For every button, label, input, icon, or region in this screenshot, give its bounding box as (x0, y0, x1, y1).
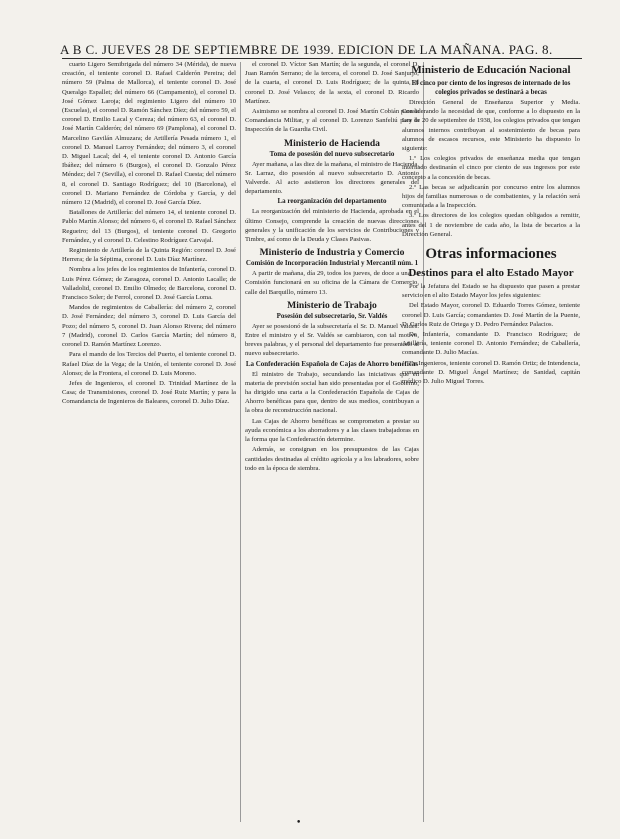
article-paragraph: A partir de mañana, día 29, todos los jueves, de doce a una, la Comisión funcionará en su oficina de la Cámara de Comercio, calle del Barquillo, número 13. (245, 270, 419, 296)
page-header: A B C. JUEVES 28 DE SEPTIEMBRE DE 1939. EDICION DE LA MAÑANA. PAG. 8. (60, 42, 553, 57)
section-title: Destinos para el alto Estado Mayor (408, 267, 574, 280)
article-paragraph: Ayer se posesionó de la subsecretaría el Sr. D. Manuel Valdés. Entre el ministro y el Sr. Valdés se cambiaron, con tal motivo, breves palabras, y el personal del departamento fue presentado al nuevo subsecretario. (245, 322, 419, 358)
section-subtitle: El cinco por ciento de los ingresos de internado de los colegios privados se destinará a becas (411, 79, 571, 96)
page-footer-mark: • (296, 818, 302, 828)
column-3 (402, 60, 580, 820)
article-paragraph: Jefes de Ingenieros, el coronel D. Trinidad Martínez de la Casa; de Transmisiones, coronel D. José Ruiz Martín; y para la Comandancia de Ingenieros de Baleares, coronel D. Julio Díaz. (62, 379, 236, 406)
section-subtitle: La Confederación Española de Cajas de Ahorro benéficas (245, 359, 419, 368)
article-paragraph: De Ingenieros, teniente coronel D. Ramón Ortiz; de Intendencia, comandante D. Miguel Ángel Martínez; de Sanidad, capitán médico D. Julio Miguel Torres. (402, 359, 580, 386)
section-subtitle: La reorganización del departamento (277, 197, 387, 206)
section-subtitle: Toma de posesión del nuevo subsecretario (269, 149, 395, 158)
article-paragraph: 2.º Las becas se adjudicarán por concurso entre los alumnos hijos de familias numerosas o de combatientes, y la relación será comunicada a la Inspección. (402, 183, 580, 210)
article-paragraph: Del Estado Mayor, coronel D. Eduardo Torres Gómez, teniente coronel D. Luis García; comandantes D. José Martín de la Puente, D. Carlos Ruiz de Ortega y D. Pedro Fernández Palacios. (402, 302, 580, 328)
section-title: Ministerio de Industria y Comercio (259, 247, 405, 259)
article-paragraph: Nombra a los jefes de los regimientos de Infantería, coronel D. Luis Pérez Gómez; de Zaragoza, coronel D. Antonio Lacalle; de Valladolid, coronel D. Emilio Olmedo; de Barcelona, coronel D. Francisco Soler; de Ferrol, coronel D. José García Loma. (62, 266, 236, 302)
article-paragraph: Por la Jefatura del Estado se ha dispuesto que pasen a prestar servicio en el alto Estado Mayor los jefes siguientes: (402, 283, 580, 300)
article-paragraph: De Infantería, comandante D. Francisco Rodríguez; de Artillería, teniente coronel D. Antonio Fernández; de Caballería, comandante D. Julio Macías. (402, 331, 580, 357)
column-divider (240, 62, 241, 822)
article-paragraph: Además, se consignan en los presupuestos de las Cajas cantidades destinadas al crédito agrícola y a los labradores, sobre todo en la época de siembra. (245, 446, 419, 472)
article-paragraph: 1.º Los colegios privados de enseñanza media que tengan internado destinarán el cinco por ciento de sus ingresos por este concepto a la concesión de becas. (402, 155, 580, 181)
article-paragraph: Las Cajas de Ahorro benéficas se comprometen a prestar su ayuda económica a los ahorradores y a las clases trabajadoras en la forma que la Confederación determine. (245, 417, 419, 444)
big-section-title: Otras informaciones (425, 246, 557, 263)
section-subtitle: Posesión del subsecretario, Sr. Valdés (276, 311, 388, 320)
article-paragraph: Mandos de regimientos de Caballería: del número 2, coronel D. José Fernández; del número 3, coronel D. Luis García del Pozo; del número 5, coronel D. Juan Alonso Rivera; del número 7 (Madrid), coronel D. Carlos García Martín; del número 8, coronel D. Ramón Martínez Lorenzo. (62, 304, 236, 349)
article-paragraph: Para el mando de los Tercios del Puerto, el teniente coronel D. Rafael Díaz de la Vega; de la Unión, el teniente coronel D. José Alonso; de la Frontera, el coronel D. Luis Moreno. (62, 351, 236, 377)
article-paragraph: Batallones de Artillería: del número 14, el teniente coronel D. Pablo Martín Alonso; del número 6, el coronel D. Rafael Sánchez Regueiro; del 13 (Burgos), el teniente coronel D. Gregorio Fernández, y el coronel D. Celestino Rodríguez Carvajal. (62, 209, 236, 244)
section-subtitle: Comisión de Incorporación Industrial y Mercantil núm. 1 (245, 259, 419, 268)
article-paragraph: El ministro de Trabajo, secundando las iniciativas que en materia de previsión social han sido presentadas por el Gobierno, ha dirigido una carta a la Confederación Española de Cajas de Ahorro benéficas para que, dentro de sus medios, contribuyan a la obra de reconstrucción nacional. (245, 370, 419, 415)
article-paragraph: Regimiento de Artillería de la Quinta Región: coronel D. José Herrera; de la Séptima, coronel D. Luis Díaz Martínez. (62, 247, 236, 264)
column-1 (62, 60, 236, 820)
section-title: Ministerio de Hacienda (284, 137, 380, 149)
article-paragraph: Ayer mañana, a las diez de la mañana, el ministro de Hacienda, Sr. Larraz, dio posesión al nuevo subsecretario D. Antonio Valverde. Al acto asistieron los directores generales del departamento. (245, 160, 419, 196)
column-2 (245, 60, 419, 820)
article-paragraph: 3.º Los directores de los colegios quedan obligados a remitir, antes del 1 de noviembre de cada año, la lista de becarios a la Dirección General. (402, 212, 580, 238)
section-title: Ministerio de Educación Nacional (411, 64, 571, 76)
section-title: Ministerio de Trabajo (287, 299, 377, 311)
article-paragraph: el coronel D. Víctor San Martín; de la segunda, el coronel D. Juan Ramón Serrano; de la tercera, el coronel D. José Sanjurjo; de la cuarta, el coronel D. Luis Rodríguez; de la quinta, el coronel D. José Velasco; de la sexta, el coronel D. Ricardo Martínez. (245, 61, 419, 105)
article-paragraph: Dirección General de Enseñanza Superior y Media. Considerando la necesidad de que, conforme a lo dispuesto en la Ley de 20 de septiembre de 1938, los colegios privados que tengan alumnos internos contribuyan al sostenimiento de becas para alumnos de escasos recursos, este Ministerio ha dispuesto lo siguiente: (402, 99, 580, 153)
article-paragraph: cuarto Ligero Semibrigada del número 34 (Mérida), de nueva creación, el teniente coronel D. Rafael Calderón Pereira; del número 59 (Palma de Mallorca), el teniente coronel D. José Queralgo Espallet; del número 66 (Campamento), el coronel D. José Gómez Laroja; del regimiento Ligero del número 10 (Escuelas), el coronel D. Ramón Sánchez Díez; del número 59, el coronel D. Emilio Lacal y Cereza; del número 63, el coronel D. José Martín Calderón; del número 69 (Pamplona), el coronel D. Marcelino Gavilán Almuzara; de Artillería Pesada número 1, el coronel D. Manuel Larroy Fernández; del número 3, el coronel D. Miguel Lacal; del 4, el teniente coronel D. Antonio García Ibáñez; del número 6 (Burgos), el coronel D. Gonzalo Pérez Méndez; del 7 (Sevilla), el coronel D. Rafael Cuesta; del número 8, el coronel D. Santiago Rodríguez; del 10 (Barcelona), el coronel D. Mariano Fernández de Córdoba y García, y del número 12 (Madrid), el coronel D. José García Díez. (62, 61, 236, 207)
article-paragraph: Asimismo se nombra al coronel D. José Martín Cobián para la Comandancia Militar, y al coronel D. Lorenzo Sanfeliú para la Inspección de la Guardia Civil. (245, 108, 419, 134)
header-rule (62, 58, 582, 59)
article-paragraph: La reorganización del ministerio de Hacienda, aprobada en el último Consejo, comprende la creación de nuevas direcciones generales y la unificación de los servicios de Contribuciones y Timbre, así como de la Deuda y Clases Pasivas. (245, 208, 419, 244)
